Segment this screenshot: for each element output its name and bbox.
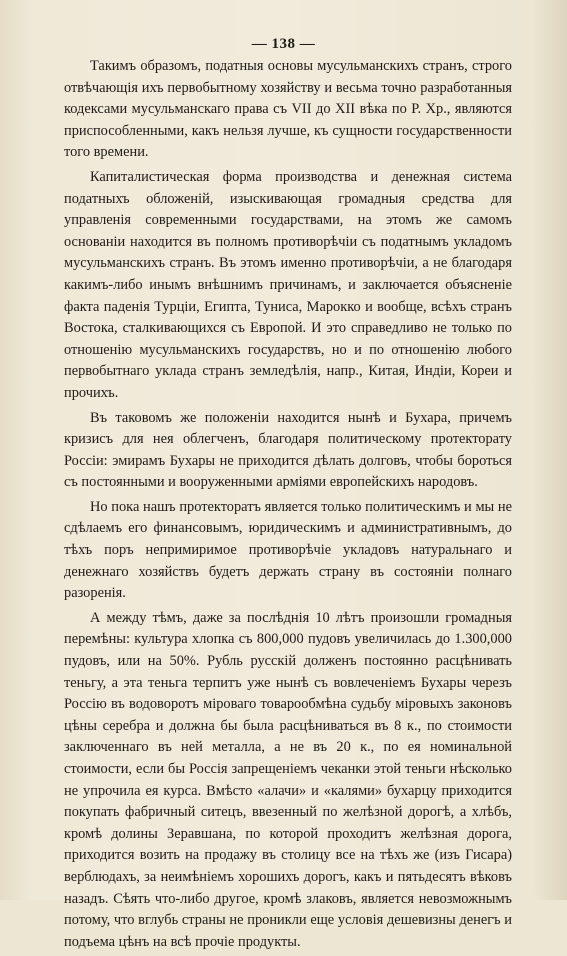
- page-number: — 138 —: [251, 36, 316, 52]
- paragraph-capitalist-contradiction: Капиталистическая форма производства и денежная система податныхъ обложеній, изыскивающая громадныя средства для управленія современными государствами, на этомъ же самомъ основаніи находится въ полномъ противорѣчіи съ податнымъ укладомъ мусульманскихъ странъ. Въ этомъ именно противорѣчіи, а не благодаря какимъ-либо инымъ внѣшнимъ причинамъ, и заключается объясненіе факта паденія Турціи, Египта, Туниса, Марокко и вообще, всѣхъ странъ Востока, сталкивающихся съ Европой. И это справедливо не только по отношенію мусульманскихъ государствъ, но и по отношенію любого первобытнаго уклада странъ земледѣлія, напр., Китая, Индіи, Кореи и прочихъ.: [64, 168, 512, 401]
- page-text: [64, 56, 512, 956]
- paragraph-protectorate: Но пока нашъ протекторатъ является только политическимъ и мы не сдѣлаемъ его финансовымъ, юридическимъ и административнымъ, до тѣхъ поръ непримиримое противорѣчіе укладовъ натуральнаго и денежнаго хозяйствъ будетъ держать страну въ состояніи полнаго разоренія.: [64, 498, 512, 602]
- paragraph-bukhara-position: Въ таковомъ же положеніи находится нынѣ и Бухара, причемъ кризисъ для нея облегченъ, благодаря политическому протекторату Россіи: эмирамъ Бухары не приходится дѣлать долговъ, чтобы бороться съ постоянными и вооруженными арміями европейскихъ народовъ.: [64, 409, 512, 491]
- paragraph-taxation-basis: Такимъ образомъ, податныя основы мусульманскихъ странъ, строго отвѣчающія ихъ первобытному хозяйству и весьма точно разработанныя кодексами мусульманскаго права съ VII до XII вѣка по Р. Хр., являются приспособленными, какъ нельзя лучше, къ сущности государственности того времени.: [64, 58, 512, 161]
- paragraph-recent-changes: А между тѣмъ, даже за послѣднія 10 лѣтъ произошли громадныя перемѣны: культура хлопка съ 800,000 пудовъ увеличилась до 1.300,000 пудовъ, или на 50%. Рубль русскій долженъ постоянно расцѣнивать теньгу, а эта теньга терпитъ уже нынѣ съ вовлеченіемъ Бухары черезъ Россію въ водоворотъ міроваго товарообмѣна судьбу міровыхъ законовъ цѣны серебра и должна бы была расцѣниваться въ 8 к., по стоимости заключеннаго въ ней металла, а не въ 20 к., по ея номинальной стоимости, если бы Россія запрещеніемъ чеканки этой теньги нѣсколько не упрочила ея курса. Вмѣсто «алачи» и «калями» бухарцу приходится покупать фабричный ситецъ, ввезенный по желѣзной дорогѣ, а хлѣбъ, кромѣ долины Зеравшана, по которой проходитъ желѣзная дорога, приходится возить на продажу въ столицу все на тѣхъ же (изъ Гисара) верблюдахъ, за неимѣніемъ хорошихъ дорогъ, какъ и пятьдесятъ вѣковъ назадъ. Сѣять что-либо другое, кромѣ злаковъ, является невозможнымъ потому, что вглубь страны не проникли еще условія дешевизны денегъ и подъема цѣнъ на всѣ прочіе продукты.: [64, 609, 512, 950]
